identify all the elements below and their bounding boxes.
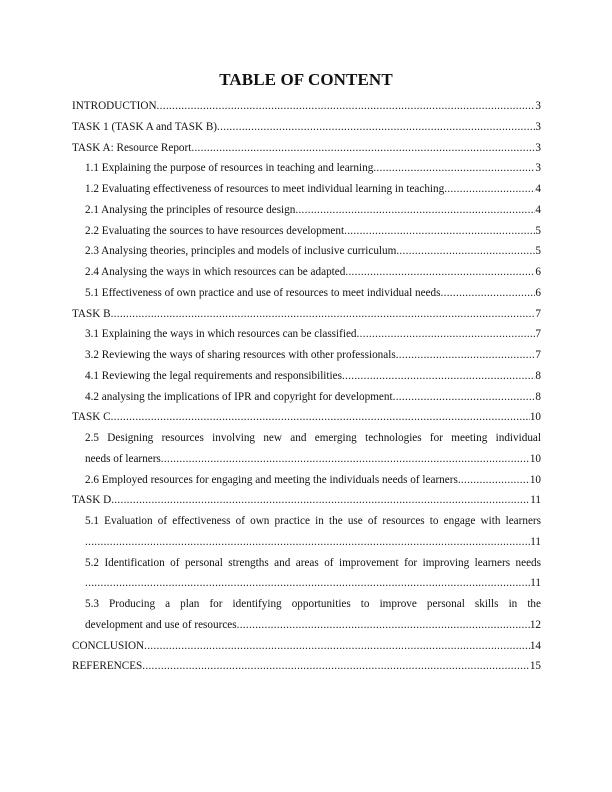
toc-page-number: 14: [529, 639, 541, 652]
toc-entry-label: CONCLUSION: [72, 639, 145, 652]
toc-entry-5-3[interactable]: [72, 594, 541, 636]
dot-leader: [157, 96, 536, 117]
toc-page-number: 3: [535, 141, 541, 154]
toc-entry-label: 1.2 Evaluating effectiveness of resources to meet individual learning in teaching: [85, 183, 445, 195]
toc-entry-2-5[interactable]: [72, 428, 541, 470]
toc-entry-5-1-b[interactable]: [72, 511, 541, 553]
toc-page-number: 11: [530, 494, 541, 507]
toc-page-number: 4: [535, 203, 541, 216]
toc-entry-label: 2.2 Evaluating the sources to have resources development: [85, 224, 345, 237]
dot-leader: [191, 138, 535, 159]
toc-entry-1-2[interactable]: [72, 179, 541, 200]
toc-entry-label: TASK C: [72, 411, 111, 424]
toc-entry-label: TASK B: [72, 307, 111, 320]
toc-page-number: 5: [535, 245, 541, 258]
toc-entry-label: 1.1 Explaining the purpose of resources in teaching and learning: [85, 162, 374, 175]
toc-page-number: 10: [529, 411, 541, 424]
dot-leader: [441, 283, 536, 304]
toc-entry-label: REFERENCES: [72, 660, 143, 673]
toc-entry-2-1[interactable]: [72, 200, 541, 221]
toc-entry-label-line2: development and use of resources: [85, 618, 237, 631]
toc-entry-label: 3.1 Explaining the ways in which resources can be classified: [85, 328, 357, 341]
toc-page-number: 11: [530, 577, 541, 590]
dot-leader: [295, 200, 535, 221]
toc-page-number: 12: [529, 618, 541, 631]
toc-entry-label: 5.1 Effectiveness of own practice and use of resources to meet individual needs: [85, 286, 441, 299]
dot-leader: [85, 573, 530, 594]
toc-entry-2-4[interactable]: [72, 262, 541, 283]
dot-leader: [357, 324, 536, 345]
toc-page-number: 3: [535, 120, 541, 133]
toc-entry-1-1[interactable]: [72, 158, 541, 179]
dot-leader: [344, 221, 535, 242]
toc-entry-label: TASK 1 (TASK A and TASK B): [72, 120, 218, 133]
dot-leader: [393, 387, 536, 408]
toc-entry-label: TASK A: Resource Report: [72, 141, 192, 154]
toc-entry-task-1[interactable]: [72, 117, 541, 138]
page-title: TABLE OF CONTENT: [219, 70, 393, 89]
toc-entry-label: 2.4 Analysing the ways in which resources can be adapted: [85, 266, 346, 278]
toc-page-number: 4: [535, 183, 541, 195]
toc-entry-3-1[interactable]: [72, 324, 541, 345]
dot-leader: [458, 470, 530, 491]
toc-entry-conclusion[interactable]: [72, 636, 541, 657]
toc-entry-2-2[interactable]: [72, 221, 541, 242]
dot-leader: [342, 366, 535, 387]
toc-entry-label: INTRODUCTION: [72, 100, 157, 112]
dot-leader: [373, 158, 535, 179]
toc-page-number: 3: [535, 100, 541, 112]
toc-page-number: 11: [530, 535, 541, 548]
dot-leader: [111, 304, 536, 325]
toc-entry-4-1[interactable]: [72, 366, 541, 387]
toc-page-number: 6: [535, 266, 541, 278]
dot-leader: [161, 449, 530, 470]
toc-page-number: 5: [535, 224, 541, 237]
toc-entry-label: 2.3 Analysing theories, principles and models of inclusive curriculum: [85, 245, 397, 258]
dot-leader: [396, 345, 536, 366]
toc-entry-task-b[interactable]: [72, 304, 541, 325]
toc-entry-3-2[interactable]: [72, 345, 541, 366]
toc-entry-label: 4.1 Reviewing the legal requirements and responsibilities: [85, 369, 342, 382]
toc-entry-references[interactable]: [72, 656, 541, 677]
toc-entry-5-2[interactable]: [72, 553, 541, 595]
toc-entry-label-line1: 5.2 Identification of personal strengths and areas of improvement for improving learners needs: [85, 556, 541, 569]
dot-leader: [444, 179, 535, 200]
toc-entry-task-a[interactable]: [72, 138, 541, 159]
toc-entry-label-line1: 5.1 Evaluation of effectiveness of own practice in the use of resources to engage with learners: [85, 515, 541, 527]
toc-page-number: 3: [535, 162, 541, 175]
dot-leader: [237, 615, 530, 636]
toc-page-number: 10: [529, 473, 541, 486]
table-of-contents: [72, 96, 541, 677]
toc-entry-label: TASK D: [72, 494, 112, 507]
toc-page-number: 7: [535, 349, 541, 361]
dot-leader: [111, 407, 530, 428]
toc-entry-label: 2.1 Analysing the principles of resource design: [85, 203, 296, 216]
dot-leader: [345, 262, 535, 283]
toc-entry-label-line2: needs of learners: [85, 452, 161, 465]
toc-entry-2-6[interactable]: [72, 470, 541, 491]
dot-leader: [142, 656, 530, 677]
toc-page-number: 6: [535, 286, 541, 299]
toc-entry-5-1-a[interactable]: [72, 283, 541, 304]
dot-leader: [396, 241, 535, 262]
toc-entry-introduction[interactable]: [72, 96, 541, 117]
toc-page-number: 7: [535, 328, 541, 341]
dot-leader: [144, 636, 530, 657]
toc-entry-task-c[interactable]: [72, 407, 541, 428]
toc-entry-4-2[interactable]: [72, 387, 541, 408]
toc-page-number: 10: [529, 452, 541, 465]
toc-entry-label: 2.6 Employed resources for engaging and meeting the individuals needs of learners: [85, 473, 458, 486]
dot-leader: [217, 117, 535, 138]
toc-entry-label-line1: 2.5 Designing resources involving new and emerging technologies for meeting individual: [85, 432, 541, 444]
toc-page-number: 7: [535, 307, 541, 320]
toc-entry-2-3[interactable]: [72, 241, 541, 262]
toc-entry-label: 4.2 analysing the implications of IPR and copyright for development: [85, 390, 393, 403]
toc-entry-label: 3.2 Reviewing the ways of sharing resources with other professionals: [85, 349, 396, 361]
toc-page-number: 8: [535, 369, 541, 382]
dot-leader: [111, 490, 530, 511]
dot-leader: [85, 532, 530, 553]
toc-page-number: 8: [535, 390, 541, 403]
toc-entry-task-d[interactable]: [72, 490, 541, 511]
toc-entry-label-line1: 5.3 Producing a plan for identifying opportunities to improve personal skills in the: [85, 598, 541, 610]
toc-page-number: 15: [529, 660, 541, 673]
